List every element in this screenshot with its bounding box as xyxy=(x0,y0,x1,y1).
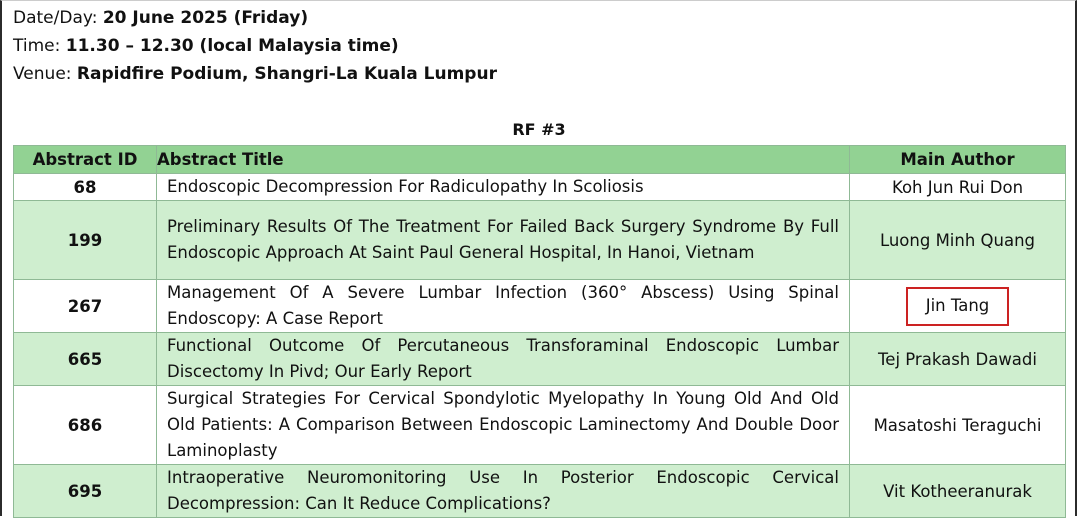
session-info xyxy=(13,4,497,88)
main-author-cell xyxy=(850,280,1066,333)
time-label: Time: xyxy=(13,36,66,56)
main-author: Masatoshi Teraguchi xyxy=(850,386,1066,465)
table-row xyxy=(14,465,1066,518)
abstract-title: Preliminary Results Of The Treatment For Failed Back Surgery Syndrome By Full Endoscopic Approach At Saint Paul General Hospital, In Hanoi, Vietnam xyxy=(157,201,850,280)
table-header-row xyxy=(14,146,1066,174)
abstract-title: Functional Outcome Of Percutaneous Transforaminal Endoscopic Lumbar Discectomy In Pivd; Our Early Report xyxy=(157,333,850,386)
main-author: Koh Jun Rui Don xyxy=(850,174,1066,201)
table-row xyxy=(14,201,1066,280)
abstract-title: Intraoperative Neuromonitoring Use In Posterior Endoscopic Cervical Decompression: Can It Reduce Complications? xyxy=(157,465,850,518)
table-row xyxy=(14,174,1066,201)
header-abstract-title: Abstract Title xyxy=(157,146,850,174)
abstract-id: 695 xyxy=(14,465,157,518)
session-title: RF #3 xyxy=(512,120,566,139)
table-row xyxy=(14,386,1066,465)
header-abstract-id: Abstract ID xyxy=(14,146,157,174)
abstract-id: 665 xyxy=(14,333,157,386)
abstract-title: Management Of A Severe Lumbar Infection (360° Abscess) Using Spinal Endoscopy: A Case Report xyxy=(157,280,850,333)
header-main-author: Main Author xyxy=(850,146,1066,174)
date-line xyxy=(13,4,497,32)
abstract-id: 686 xyxy=(14,386,157,465)
time-value: 11.30 – 12.30 (local Malaysia time) xyxy=(65,36,399,56)
venue-label: Venue: xyxy=(13,64,77,84)
date-value: 20 June 2025 (Friday) xyxy=(102,8,309,28)
abstract-id: 68 xyxy=(14,174,157,201)
main-author: Tej Prakash Dawadi xyxy=(850,333,1066,386)
abstracts-table xyxy=(13,145,1066,518)
abstract-id: 267 xyxy=(14,280,157,333)
main-author: Luong Minh Quang xyxy=(850,201,1066,280)
venue-value: Rapidfire Podium, Shangri-La Kuala Lumpur xyxy=(76,64,497,84)
venue-line xyxy=(13,60,497,88)
table-row xyxy=(14,280,1066,333)
abstract-title: Endoscopic Decompression For Radiculopathy In Scoliosis xyxy=(157,174,850,201)
date-label: Date/Day: xyxy=(13,8,103,28)
time-line xyxy=(13,32,497,60)
table-row xyxy=(14,333,1066,386)
highlighted-author: Jin Tang xyxy=(906,287,1010,326)
abstract-id: 199 xyxy=(14,201,157,280)
abstract-title: Surgical Strategies For Cervical Spondylotic Myelopathy In Young Old And Old Old Patients: A Comparison Between Endoscopic Laminectomy And Double Door Laminoplasty xyxy=(157,386,850,465)
main-author: Vit Kotheeranurak xyxy=(850,465,1066,518)
